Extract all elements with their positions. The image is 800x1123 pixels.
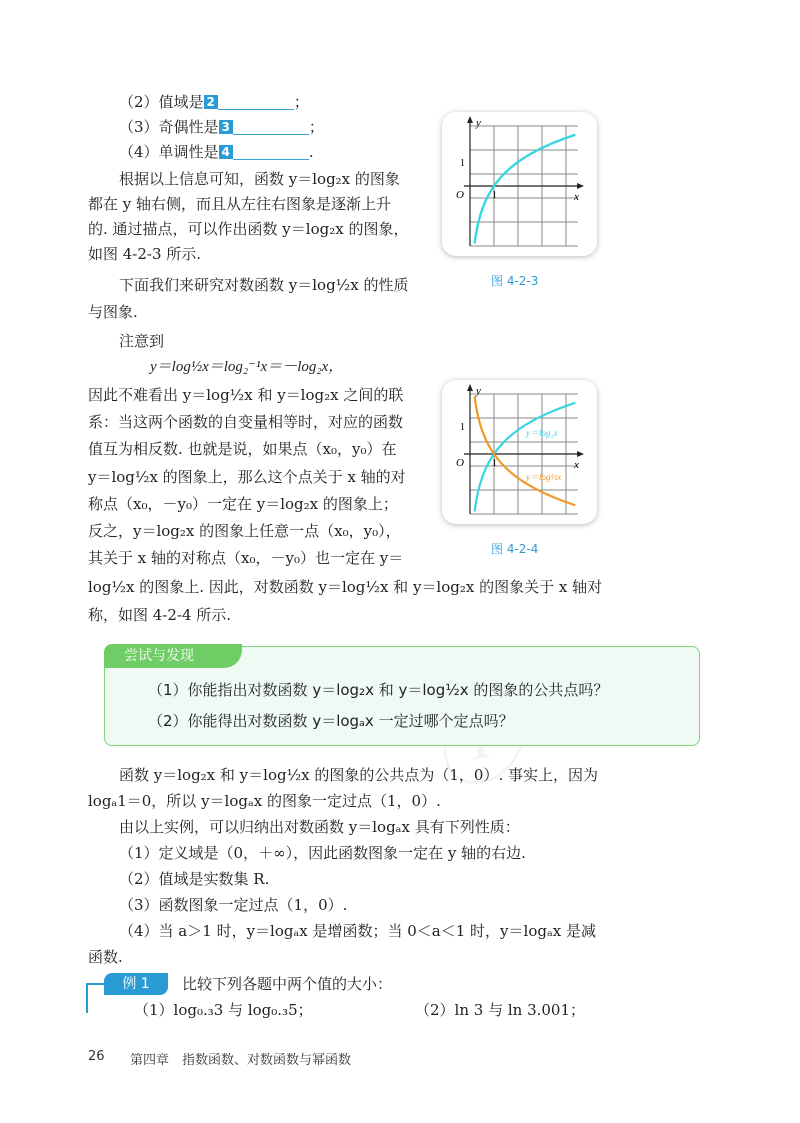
example-item-1: （1）log₀.₃3 与 log₀.₃5； [134,1001,313,1019]
para3-line3: 值互为相反数. 也就是说，如果点（x₀，y₀）在 [88,440,397,458]
para3-line1: 因此不难看出 y＝log½x 和 y＝log₂x 之间的联 [88,386,404,404]
blank-range: （2）值域是 2 ； [119,93,309,111]
origin-label: O [456,457,464,469]
log2-graph [442,112,597,256]
x-arrow-icon [577,451,584,457]
page-number: 26 [88,1049,105,1064]
blank-number: 2 [204,95,218,109]
log-half-curve [475,397,576,506]
y-tick-label: 1 [460,158,465,169]
y-axis-label: y [476,117,481,129]
prop-4-line2: 函数. [88,948,123,966]
try-question-2: （2）你能得出对数函数 y＝logₐx 一定过哪个定点吗？ [148,712,514,730]
figure-4-2-3 [442,112,597,256]
para3-line5: 称点（x₀，－y₀）一定在 y＝log₂x 的图象上； [88,495,398,513]
example-title: 比较下列各题中两个值的大小： [182,975,393,993]
note-text: 注意到 [119,332,165,350]
y-arrow-icon [467,116,473,123]
para2-line1: 下面我们来研究对数函数 y＝log½x 的性质 [119,276,409,294]
blank-monotonicity: （4）单调性是 4 . [119,143,314,161]
para3-line2: 系：当这两个函数的自变量相等时，对应的函数 [88,413,404,431]
para3-line9: 称，如图 4-2-4 所示. [88,606,232,624]
para3-line6: 反之，y＝log₂x 的图象上任意一点（x₀，y₀）， [88,522,401,540]
x-axis-label: x [574,459,579,471]
answer-blank[interactable] [233,118,309,135]
prop-4-line1: （4）当 a＞1 时，y＝logₐx 是增函数；当 0＜a＜1 时，y＝logₐx 是减 [119,922,596,940]
log2-curve [475,135,576,244]
prop-1: （1）定义域是（0，＋∞），因此函数图象一定在 y 轴的右边. [119,844,526,862]
y-axis-label: y [476,385,481,397]
para1-line1: 根据以上信息可知，函数 y＝log₂x 的图象 [119,170,400,188]
props-intro: 由以上实例，可以归纳出对数函数 y＝logₐx 具有下列性质： [119,818,520,836]
answer-blank[interactable] [218,93,294,110]
x-tick-label: 1 [492,458,497,469]
log-half-curve-label: y＝log½x [526,472,562,482]
blank-number: 3 [219,120,233,134]
x-axis-label: x [574,191,579,203]
prop-3: （3）函数图象一定过点（1，0）. [119,896,348,914]
example-vrule [86,983,88,1013]
x-tick-label: 1 [492,190,497,201]
log2-curve [475,403,576,512]
example-rule [86,983,104,985]
para1-line2: 都在 y 轴右侧，而且从左往右图象是逐渐上升 [88,195,392,213]
example-tag: 例 1 [104,973,168,995]
figure-4-2-4 [442,380,597,524]
prop-2: （2）值域是实数集 R. [119,870,270,888]
para2-line2: 与图象. [88,303,138,321]
try-discover-title: 尝试与发现 [104,644,242,668]
y-arrow-icon [467,384,473,391]
answer-blank[interactable] [233,143,309,160]
try-question-1: （1）你能指出对数函数 y＝log₂x 和 y＝log½x 的图象的公共点吗？ [148,681,609,699]
log2-curve-label: y＝log₂x [526,428,558,438]
para3-line7: 其关于 x 轴的对称点（x₀，－y₀）也一定在 y＝ [88,549,404,567]
caption-4-2-4: 图 4-2-4 [491,542,539,556]
para1-line3: 的. 通过描点，可以作出函数 y＝log₂x 的图象， [88,220,409,238]
y-tick-label: 1 [460,422,465,433]
para4-line2: logₐ1＝0，所以 y＝logₐx 的图象一定过点（1，0）. [88,792,441,810]
formula: y＝log½x＝log₂⁻¹x＝－log₂x， [150,359,344,375]
para1-line4: 如图 4-2-3 所示. [88,245,202,263]
blank-parity: （3）奇偶性是 3 ； [119,118,324,136]
para4-line1: 函数 y＝log₂x 和 y＝log½x 的图象的公共点为（1，0）. 事实上，因为 [119,766,598,784]
x-arrow-icon [577,183,584,189]
para3-line8: log½x 的图象上. 因此，对数函数 y＝log½x 和 y＝log₂x 的图象关于 x 轴对 [88,578,603,596]
log-compare-graph [442,380,597,524]
chapter-title: 第四章 指数函数、对数函数与幂函数 [130,1053,352,1068]
blank-number: 4 [219,145,233,159]
para3-line4: y＝log½x 的图象上，那么这个点关于 x 轴的对 [88,468,406,486]
example-item-2: （2）ln 3 与 ln 3.001； [415,1001,586,1019]
origin-label: O [456,189,464,201]
caption-4-2-3: 图 4-2-3 [491,274,539,288]
